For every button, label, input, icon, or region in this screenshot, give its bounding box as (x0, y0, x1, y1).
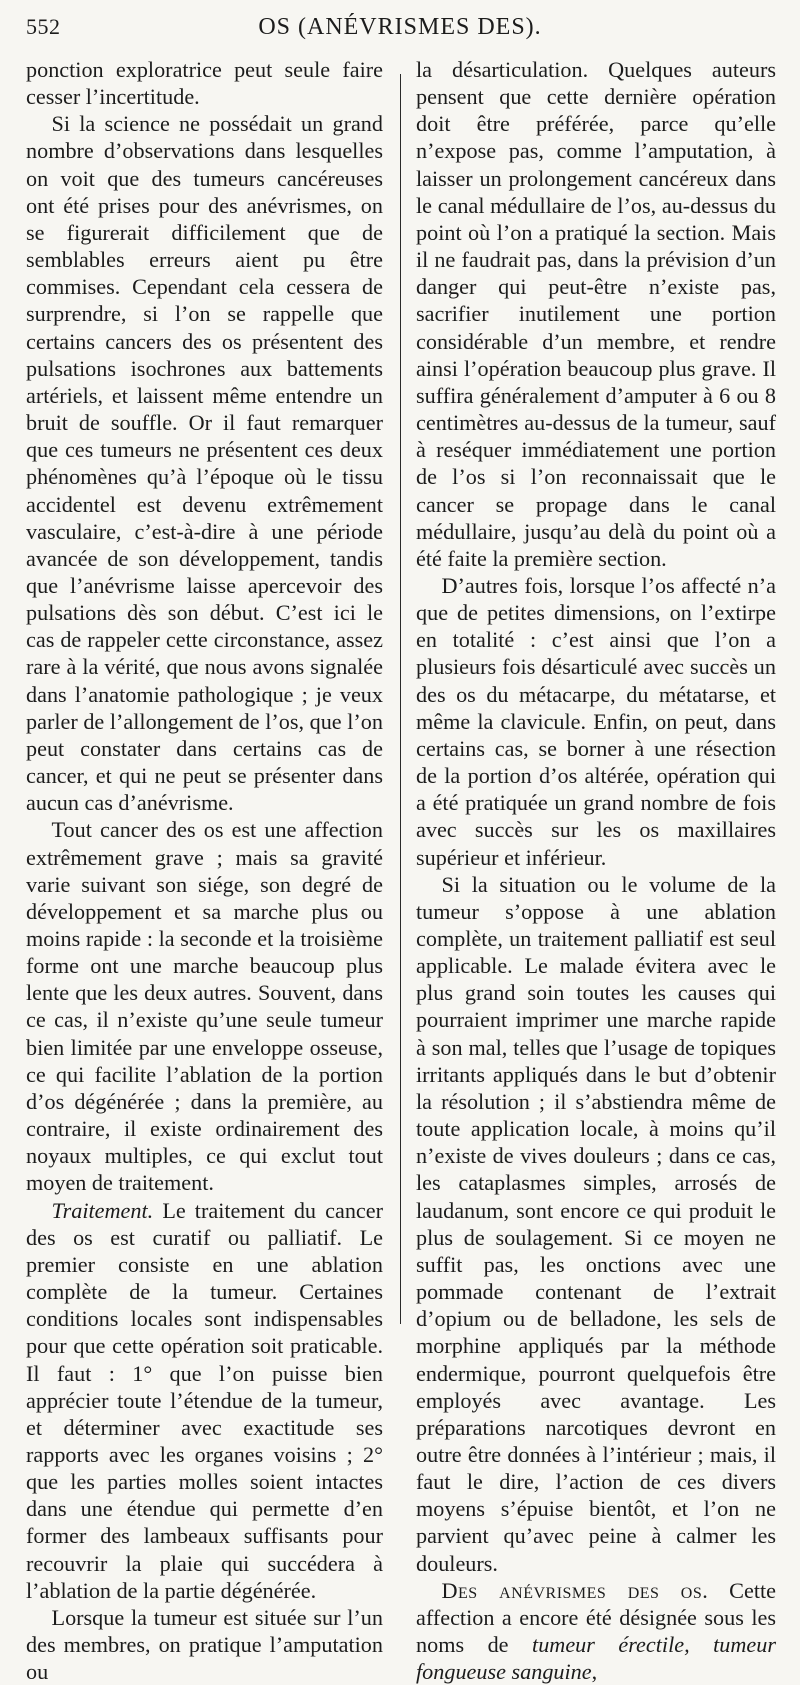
right-column (416, 56, 776, 1685)
paragraph: D’autres fois, lorsque l’os affecté n’a que de petites dimensions, on l’extirpe en totalité : c’est ainsi que l’on a plusieurs fois désarticulé avec succès un des os du métacarpe, du métatarse, et même la clavicule. Enfin, on peut, dans certains cas, se borner à une résection de la portion d’os altérée, opération qui a été pratiquée un grand nombre de fois avec succès sur les os maxillaires supérieur et inférieur. (416, 572, 776, 870)
paragraph (26, 1197, 383, 1604)
running-title: OS (ANÉVRISMES DES). (258, 14, 542, 40)
column-divider (400, 74, 401, 1324)
section-heading: Traitement. (51, 1197, 154, 1223)
paragraph-text: , (591, 1659, 598, 1685)
paragraph (416, 1577, 776, 1685)
page-header (26, 12, 774, 52)
paragraph: Lorsque la tumeur est située sur l’un des membres, on pratique l’amputation ou (26, 1604, 383, 1685)
paragraph: ponction exploratrice peut seule faire cesser l’incertitude. (26, 57, 383, 110)
paragraph: la désarticulation. Quelques auteurs pensent que cette dernière opération doit être préférée, parce qu’elle n’expose pas, comme l’amputation, à laisser un prolongement cancéreux dans le canal médullaire de l’os, au-dessus du point où l’on a pratiqué la section. Mais il ne faudrait pas, dans la prévision d’un danger qui peut-être n’existe pas, sacrifier inutilement une portion considérable d’un membre, et rendre ainsi l’opération beaucoup plus grave. Il suffira généralement d’amputer à 6 ou 8 centimètres au-dessus de la tumeur, sauf à reséquer immédiatement une portion de l’os si l’on reconnaissait que le cancer se propage dans le canal médullaire, jusqu’au delà du point où a été faite la première section. (416, 57, 776, 571)
paragraph: Si la situation ou le volume de la tumeur s’oppose à une ablation complète, un traitement palliatif est seul applicable. Le malade évitera avec le plus grand soin toutes les causes qui pourraient imprimer une marche rapide à son mal, telles que l’usage de topiques irritants appliqués dans le but d’obtenir la résolution ; il s’abstiendra même de toute application locale, à moins qu’il n’existe de vives douleurs ; dans ce cas, les cataplasmes simples, arrosés de laudanum, sont encore ce qui produit le plus de soulagement. Si ce moyen ne suffit pas, les onctions avec une pommade contenant de l’extrait d’opium ou de belladone, les sels de morphine appliqués par la méthode endermique, pourront quelquefois être employés avec avantage. Les préparations narcotiques devront en outre être données à l’intérieur ; mais, il faut le dire, l’action de ces divers moyens s’épuise bientôt, et l’on ne parvient qu’avec peine à calmer les douleurs. (416, 871, 776, 1576)
left-column (26, 56, 383, 1685)
page-number: 552 (26, 14, 61, 39)
paragraph: Tout cancer des os est une affection extrêmement grave ; mais sa gravité varie suivant son siége, son degré de développement et sa marche plus ou moins rapide : la seconde et la troisième forme ont une marche beaucoup plus lente que les deux autres. Souvent, dans ce cas, il n’existe qu’une seule tumeur bien limitée par une enveloppe osseuse, ce qui facilite l’ablation de la portion d’os dégénérée ; dans la première, au contraire, il existe ordinairement des noyaux multiples, ce qui exclut tout moyen de traitement. (26, 817, 383, 1196)
paragraph-text: Le traitement du cancer des os est curatif ou palliatif. Le premier consiste en une ablation complète de la tumeur. Certaines conditions locales sont indispensables pour que cette opération soit praticable. Il faut : 1° que l’on puisse bien apprécier toute l’étendue de la tumeur, et déterminer avec exactitude ses rapports avec les organes voisins ; 2° que les parties molles soient intactes dans une étendue qui permette d’en former des lambeaux suffisants pour recouvrir la plaie qui succédera à l’ablation de la partie dégénérée. (26, 1197, 383, 1603)
italic-terms: tumeur érectile, tumeur fongueuse sanguine (416, 1632, 776, 1685)
paragraph-text: Cette affection a encore été désignée sous les noms de (416, 1577, 776, 1658)
paragraph: Si la science ne possédait un grand nombre d’observations dans lesquelles on voit que des tumeurs cancéreuses ont été prises pour des anévrismes, on se figurerait difficilement que de semblables erreurs aient pu être commises. Cependant cela cessera de surprendre, si l’on se rappelle que certains cancers des os présentent des pulsations isochrones aux battements artériels, et laissent même entendre un bruit de souffle. Or il faut remarquer que ces tumeurs ne présentent ces deux phénomènes qu’à l’époque où le tissu accidentel est devenu extrêmement vasculaire, c’est-à-dire à une période avancée de son développement, tandis que l’anévrisme laisse apercevoir des pulsations dès son début. C’est ici le cas de rappeler cette circonstance, assez rare à la vérité, que nous avons signalée dans l’anatomie pathologique ; je veux parler de l’allongement de l’os, que l’on peut constater dans certains cas de cancer, et qui ne peut se présenter dans aucun cas d’anévrisme. (26, 111, 383, 816)
section-heading: Des anévrismes des os. (441, 1577, 709, 1603)
